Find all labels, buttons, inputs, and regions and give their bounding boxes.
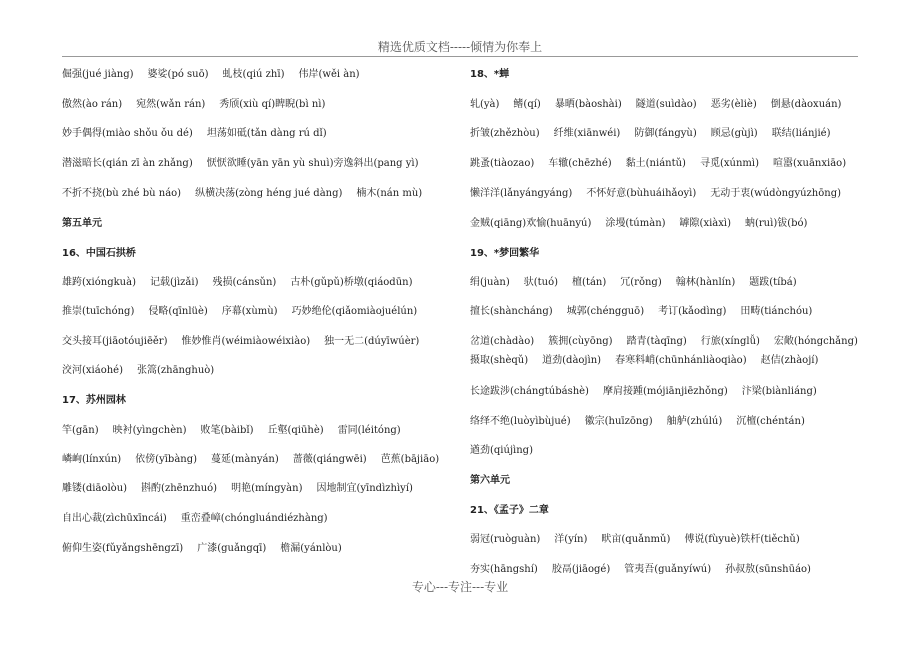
vocab-term: 伟岸(wěi àn) [298, 69, 360, 80]
vocab-term: 重峦叠嶂(chóngluándiézhàng) [180, 513, 328, 524]
vocab-term: 畎亩(quǎnmǔ) [601, 534, 671, 545]
vocab-line [470, 155, 860, 173]
vocab-term: 明艳(míngyàn) [231, 483, 303, 494]
vocab-line [470, 531, 814, 549]
vocab-term: 顾忌(gùjì) [710, 128, 758, 139]
vocab-term: 纤维(xiānwéi) [553, 128, 621, 139]
vocab-term: 宏敞(hóngchǎng) [773, 336, 858, 347]
vocab-term: 擅长(shàncháng) [470, 306, 553, 317]
vocab-line [62, 66, 374, 84]
vocab-term: 汴梁(biànliáng) [741, 386, 817, 397]
vocab-term: 徽宗(huīzōng) [584, 416, 653, 427]
vocab-term: 田畴(tiánchóu) [740, 306, 813, 317]
vocab-term: 摩肩接踵(mójiānjiēzhǒng) [602, 386, 728, 397]
vocab-term: 题跋(tíbá) [749, 277, 797, 288]
vocab-term: 雄跨(xióngkuà) [62, 277, 136, 288]
vocab-term: 不折不挠(bù zhé bù náo) [62, 188, 182, 199]
vocab-term: 喧嚣(xuānxiāo) [772, 158, 847, 169]
vocab-term: 虬枝(qiú zhī) [222, 69, 285, 80]
vocab-term: 恹恹欲睡(yān yān yù shuì)旁逸斜出(pang yì) [206, 158, 419, 169]
vocab-term: 古朴(gǔpǔ)桥墩(qiáodūn) [290, 277, 413, 288]
vocab-term: 城郭(chéngguō) [566, 306, 645, 317]
vocab-line [470, 274, 811, 292]
vocab-term: 惟妙惟肖(wéimiàowéixiào) [181, 336, 311, 347]
vocab-line [62, 422, 415, 440]
vocab-term: 防御(fángyù) [634, 128, 697, 139]
vocab-term: 金贼(qiāng)欢愉(huānyú) [470, 218, 592, 229]
vocab-term: 岔道(chàdào) [470, 336, 535, 347]
vocab-term: 赵佶(zhàojí) [760, 355, 819, 366]
section-heading: 第五单元 [62, 218, 102, 229]
vocab-term: 记载(jìzǎi) [149, 277, 199, 288]
vocab-term: 自出心裁(zìchūxīncái) [62, 513, 167, 524]
vocab-line [470, 442, 547, 460]
vocab-line [470, 413, 819, 431]
vocab-line [470, 561, 825, 579]
vocab-term: 傅说(fùyuè)铁杆(tiěchǔ) [684, 534, 800, 545]
vocab-term: 黏土(niántǔ) [625, 158, 686, 169]
vocab-term: 联结(liánjié) [771, 128, 831, 139]
section-heading: 18、*蝉 [470, 69, 510, 80]
vocab-term: 宛然(wǎn rán) [136, 99, 206, 110]
vocab-term: 管夷吾(guǎnyíwú) [624, 564, 712, 575]
vocab-term: 檐漏(yánlòu) [280, 543, 342, 554]
vocab-term: 残损(cánsǔn) [212, 277, 277, 288]
vocab-line [62, 155, 433, 173]
section-heading: 21、《孟子》二章 [470, 505, 549, 516]
vocab-line [62, 540, 356, 558]
vocab-term: 舳舻(zhúlú) [666, 416, 723, 427]
vocab-line [62, 480, 427, 498]
section-heading: 19、*梦回繁华 [470, 248, 540, 259]
vocab-term: 蔷薇(qiángwēi) [292, 454, 367, 465]
vocab-term: 妙手偶得(miào shǒu ǒu dé) [62, 128, 193, 139]
vocab-term: 巧妙绝伦(qiǎomiàojuélún) [291, 306, 418, 317]
vocab-term: 侵略(qīnlüè) [148, 306, 208, 317]
vocab-line [62, 274, 426, 292]
vocab-line [62, 510, 342, 528]
vocab-term: 秀颀(xiù qí)睥睨(bì nì) [219, 99, 326, 110]
vocab-line [470, 96, 855, 114]
page-footer: 专心---专注---专业 [411, 580, 509, 594]
vocab-term: 弱冠(ruòguàn) [470, 534, 541, 545]
vocab-line [470, 215, 821, 233]
vocab-term: 广漆(guǎngqī) [197, 543, 267, 554]
vocab-term: 跳蚤(tiàozao) [470, 158, 535, 169]
vocab-line [470, 185, 855, 203]
vocab-term: 檀(tán) [572, 277, 607, 288]
section-heading: 17、苏州园林 [62, 395, 126, 406]
vocab-term: 遒劲(qiújìng) [470, 445, 533, 456]
vocab-term: 潜滋暗长(qián zī àn zhǎng) [62, 158, 193, 169]
vocab-term: 络绎不绝(luòyìbùjué) [470, 416, 571, 427]
vocab-term: 长途跋涉(chángtúbáshè) [470, 386, 589, 397]
vocab-line [470, 125, 845, 143]
vocab-line [62, 96, 339, 114]
vocab-term: 雕镂(diāolòu) [62, 483, 128, 494]
vocab-term: 因地制宜(yīndìzhìyí) [316, 483, 413, 494]
vocab-term: 交头接耳(jiāotóujiēěr) [62, 336, 168, 347]
vocab-term: 傲然(ào rán) [62, 99, 123, 110]
vocab-line [62, 125, 341, 143]
vocab-term: 翰林(hànlín) [675, 277, 736, 288]
vocab-term: 胶鬲(jiāogé) [551, 564, 611, 575]
vocab-term: 寻觅(xúnmì) [699, 158, 759, 169]
vocab-term: 折皱(zhězhòu) [470, 128, 540, 139]
vocab-term: 楠木(nán mù) [356, 188, 423, 199]
vocab-term: 婆娑(pó suō) [147, 69, 209, 80]
vocab-term: 驮(tuó) [523, 277, 559, 288]
vocab-term: 斟酌(zhēnzhuó) [141, 483, 218, 494]
vocab-term: 考订(kǎodìng) [658, 306, 727, 317]
vocab-line [62, 333, 433, 351]
vocab-term: 蚋(ruì)钹(bó) [745, 218, 808, 229]
vocab-term: 序幕(xùmù) [221, 306, 278, 317]
vocab-term: 嶙峋(línxún) [62, 454, 122, 465]
vocab-line [470, 352, 832, 370]
vocab-term: 簇拥(cùyōng) [548, 336, 613, 347]
vocab-term: 推崇(tuīchóng) [62, 306, 135, 317]
vocab-term: 蔓延(mànyán) [211, 454, 279, 465]
vocab-line [62, 362, 228, 380]
vocab-term: 败笔(bàibǐ) [200, 425, 254, 436]
vocab-term: 依傍(yībàng) [135, 454, 198, 465]
vocab-term: 倔强(jué jiàng) [62, 69, 134, 80]
section-heading: 16、中国石拱桥 [62, 248, 136, 259]
vocab-term: 俯仰生姿(fǔyǎngshēngzī) [62, 543, 184, 554]
vocab-term: 坦荡如砥(tǎn dàng rú dǐ) [206, 128, 327, 139]
vocab-term: 独一无二(dúyīwúèr) [324, 336, 420, 347]
vocab-term: 不怀好意(bùhuáihǎoyì) [586, 188, 697, 199]
page-header: 精选优质文档-----倾情为你奉上 [377, 40, 543, 54]
vocab-term: 踏青(tàqīng) [626, 336, 687, 347]
vocab-term: 冗(rǒng) [620, 277, 662, 288]
vocab-term: 春寒料峭(chūnhánliàoqiào) [615, 355, 747, 366]
vocab-term: 倒悬(dàoxuán) [770, 99, 842, 110]
vocab-term: 罅隙(xiàxì) [679, 218, 731, 229]
vocab-term: 绢(juàn) [470, 277, 510, 288]
vocab-line [62, 451, 453, 469]
header-divider [62, 56, 858, 57]
vocab-term: 行旅(xínglǚ) [700, 336, 760, 347]
vocab-term: 摄取(shèqǔ) [470, 355, 529, 366]
vocab-term: 车辙(chēzhé) [548, 158, 612, 169]
vocab-term: 张篙(zhānghuò) [136, 365, 215, 376]
vocab-term: 孙叔敖(sūnshūáo) [725, 564, 811, 575]
vocab-term: 隧道(suìdào) [635, 99, 697, 110]
vocab-term: 洋(yín) [554, 534, 588, 545]
vocab-term: 纵横决荡(zòng héng jué dàng) [195, 188, 343, 199]
vocab-term: 夯实(hāngshí) [470, 564, 538, 575]
vocab-term: 丘壑(qiūhè) [267, 425, 324, 436]
section-heading: 第六单元 [470, 475, 510, 486]
vocab-term: 鳍(qí) [513, 99, 541, 110]
vocab-line [62, 303, 431, 321]
vocab-term: 恶劣(èliè) [710, 99, 757, 110]
vocab-line [470, 383, 831, 401]
vocab-term: 道劲(dàojìn) [542, 355, 602, 366]
vocab-line [470, 333, 872, 351]
vocab-term: 洨河(xiáohé) [62, 365, 123, 376]
vocab-line [62, 185, 436, 203]
vocab-term: 涂墁(túmàn) [605, 218, 666, 229]
vocab-term: 暴晒(bàoshài) [554, 99, 622, 110]
vocab-term: 映衬(yìngchèn) [112, 425, 187, 436]
vocab-term: 无动于衷(wúdòngyúzhōng) [710, 188, 842, 199]
vocab-term: 沉檀(chéntán) [736, 416, 805, 427]
vocab-term: 轧(yà) [470, 99, 500, 110]
vocab-term: 懒洋洋(lǎnyángyáng) [470, 188, 573, 199]
vocab-term: 竿(gān) [62, 425, 99, 436]
vocab-term: 芭蕉(bājiāo) [380, 454, 440, 465]
vocab-line [470, 303, 826, 321]
vocab-term: 雷同(léitóng) [337, 425, 401, 436]
